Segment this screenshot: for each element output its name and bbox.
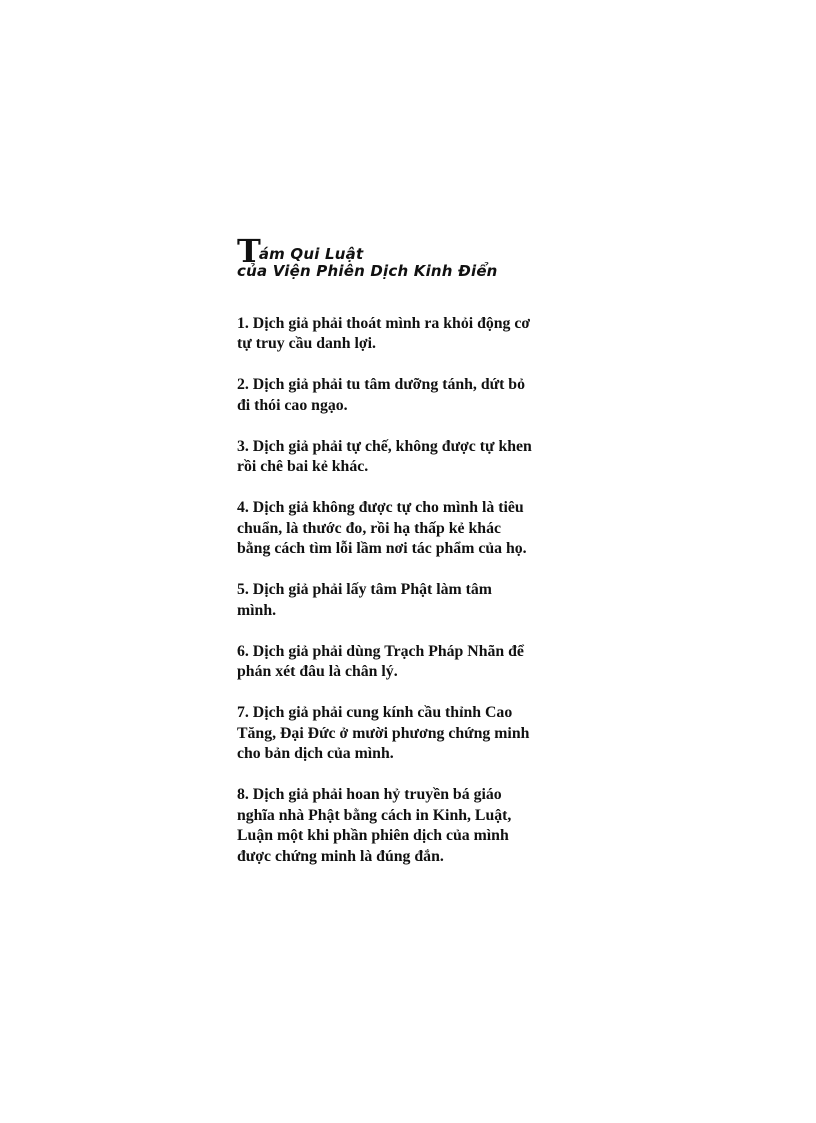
rule-line: nghĩa nhà Phật bằng cách in Kinh, Luật, [237, 806, 512, 824]
document-title [237, 232, 577, 280]
title-line-1-text: ám Qui Luật [258, 245, 364, 263]
rule-line: chuẩn, là thước đo, rồi hạ thấp kẻ khác [237, 519, 502, 537]
rule-line: tự truy cầu danh lợi. [237, 335, 376, 352]
rule-line: 6. Dịch giả phải dùng Trạch Pháp Nhãn để [237, 642, 524, 660]
title-line-2: của Viện Phiên Dịch Kinh Điển [237, 262, 498, 280]
rule-line: 4. Dịch giả không được tự cho mình là tiêu [237, 499, 524, 516]
rule-line: được chứng minh là đúng đắn. [237, 847, 444, 865]
rule-5 [237, 580, 577, 621]
rule-line: Luận một khi phần phiên dịch của mình [237, 827, 509, 844]
rule-3 [237, 437, 577, 478]
rules-list [237, 314, 577, 868]
title-line-1 [237, 232, 577, 270]
rule-line: đi thói cao ngạo. [237, 396, 348, 414]
rule-1 [237, 314, 577, 355]
rule-line: mình. [237, 601, 277, 619]
rule-line: 2. Dịch giả phải tu tâm dưỡng tánh, dứt bỏ [237, 376, 525, 393]
rule-2 [237, 375, 577, 416]
rule-7 [237, 703, 577, 765]
title-drop-cap: T [237, 232, 259, 270]
rule-8 [237, 785, 577, 867]
rule-line: 5. Dịch giả phải lấy tâm Phật làm tâm [237, 581, 492, 598]
rule-4 [237, 498, 577, 560]
page-content [237, 232, 577, 888]
rule-line: phán xét đâu là chân lý. [237, 663, 398, 680]
rule-line: cho bản dịch của mình. [237, 745, 394, 762]
rule-line: 8. Dịch giả phải hoan hỷ truyền bá giáo [237, 786, 502, 803]
rule-line: 1. Dịch giả phải thoát mình ra khỏi động cơ [237, 314, 531, 332]
rule-6 [237, 642, 577, 683]
rule-line: 3. Dịch giả phải tự chế, không được tự khen [237, 437, 532, 455]
rule-line: rồi chê bai kẻ khác. [237, 458, 369, 475]
rule-line: 7. Dịch giả phải cung kính cầu thỉnh Cao [237, 704, 513, 721]
rule-line: Tăng, Đại Đức ở mười phương chứng minh [237, 724, 530, 742]
rule-line: bằng cách tìm lỗi lầm nơi tác phẩm của họ. [237, 540, 527, 557]
